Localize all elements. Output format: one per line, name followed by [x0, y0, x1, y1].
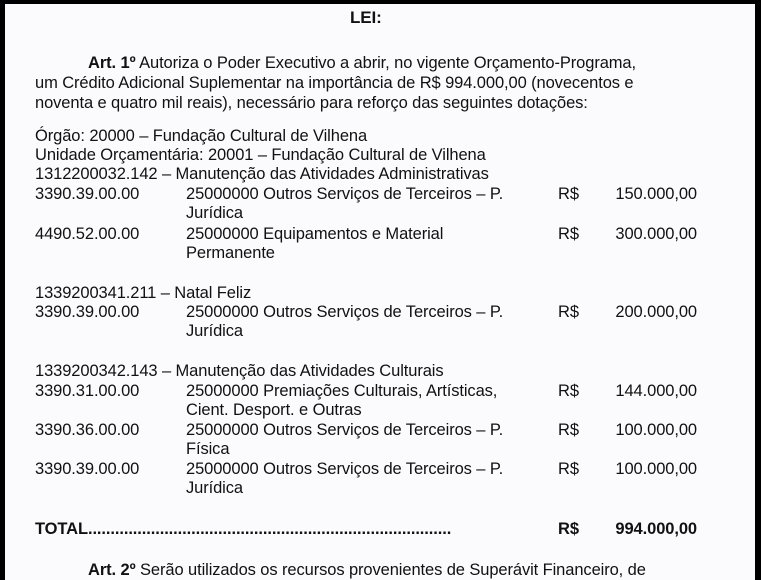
item-currency: R$ [558, 225, 579, 243]
item-amount: 300.000,00 [615, 225, 697, 243]
art1-line2: um Crédito Adicional Suplementar na importância de R$ 994.000,00 (novecentos e [35, 74, 634, 92]
program-line: 1312200032.142 – Manutenção das Atividades Administrativas [35, 165, 489, 183]
item-code: 4490.52.00.00 [35, 225, 140, 243]
item-code: 3390.36.00.00 [35, 421, 140, 439]
total-label: TOTAL................................................................................. [35, 520, 452, 538]
item-desc-line1: 25000000 Equipamentos e Material [186, 225, 444, 243]
document-page [5, 4, 755, 580]
art1-text1: Autoriza o Poder Executivo a abrir, no vigente Orçamento-Programa, [139, 54, 636, 72]
total-currency: R$ [558, 520, 579, 538]
item-code: 3390.31.00.00 [35, 382, 140, 400]
item-amount: 144.000,00 [615, 382, 697, 400]
item-desc-line1: 25000000 Outros Serviços de Terceiros – P. [186, 303, 504, 321]
program-line: 1339200342.143 – Manutenção das Atividades Culturais [35, 362, 444, 380]
total-amount: 994.000,00 [615, 520, 697, 538]
item-desc-line2: Jurídica [186, 479, 243, 497]
item-amount: 100.000,00 [615, 460, 697, 478]
art1-label: Art. 1º [88, 54, 136, 72]
item-desc-line2: Permanente [186, 244, 275, 262]
art1-line3: noventa e quatro mil reais), necessário para reforço das seguintes dotações: [35, 94, 588, 112]
art1-line1 [88, 53, 708, 73]
item-desc-line1: 25000000 Outros Serviços de Terceiros – P. [186, 185, 504, 203]
item-code: 3390.39.00.00 [35, 185, 140, 203]
item-code: 3390.39.00.00 [35, 303, 140, 321]
item-amount: 100.000,00 [615, 421, 697, 439]
item-desc-line1: 25000000 Outros Serviços de Terceiros – P. [186, 421, 504, 439]
art2-label: Art. 2º [88, 561, 136, 579]
item-amount: 150.000,00 [615, 185, 697, 203]
item-code: 3390.39.00.00 [35, 460, 140, 478]
item-currency: R$ [558, 303, 579, 321]
item-currency: R$ [558, 421, 579, 439]
item-currency: R$ [558, 185, 579, 203]
program-line: 1339200341.211 – Natal Feliz [35, 284, 252, 302]
item-amount: 200.000,00 [615, 303, 697, 321]
heading: LEI: [350, 8, 382, 27]
art2-text1: Serão utilizados os recursos provenientes de Superávit Financeiro, de [140, 561, 646, 579]
art2-line1 [88, 560, 708, 580]
item-desc-line2: Jurídica [186, 204, 243, 222]
item-desc-line2: Física [186, 440, 230, 458]
orgao: Órgão: 20000 – Fundação Cultural de Vilhena [35, 127, 368, 145]
item-currency: R$ [558, 382, 579, 400]
item-desc-line2: Jurídica [186, 322, 243, 340]
item-currency: R$ [558, 460, 579, 478]
unidade: Unidade Orçamentária: 20001 – Fundação Cultural de Vilhena [35, 146, 486, 164]
item-desc-line2: Cient. Desport. e Outras [186, 401, 362, 419]
item-desc-line1: 25000000 Outros Serviços de Terceiros – P. [186, 460, 504, 478]
item-desc-line1: 25000000 Premiações Culturais, Artísticas, [186, 382, 498, 400]
